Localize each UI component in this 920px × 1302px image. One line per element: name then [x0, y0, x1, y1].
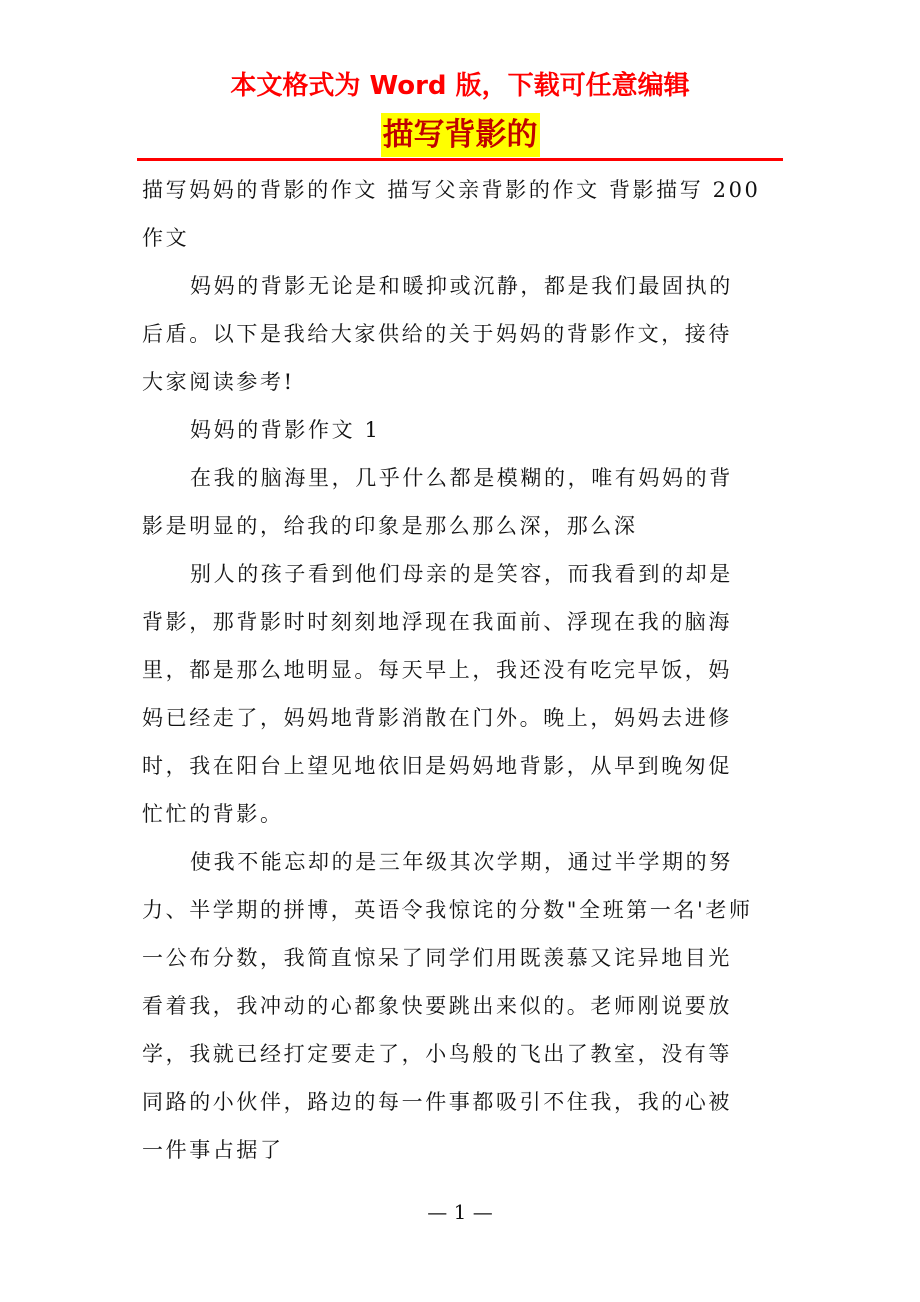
text-line: 别人的孩子看到他们母亲的是笑容，而我看到的却是: [190, 562, 733, 586]
text-line: 背影，那背影时时刻刻地浮现在我面前、浮现在我的脑海: [142, 610, 732, 634]
text-line: 忙忙的背影。: [142, 802, 284, 826]
paragraph: [142, 550, 782, 838]
paragraph: [142, 262, 782, 406]
text-line: 看着我，我冲动的心都象快要跳出来似的。老师刚说要放: [142, 994, 732, 1018]
text-line: 同路的小伙伴，路边的每一件事都吸引不住我，我的心被: [142, 1090, 732, 1114]
text-line: 在我的脑海里，几乎什么都是模糊的，唯有妈妈的背: [190, 466, 733, 490]
text-line: 力、半学期的拼博，英语令我惊诧的分数"全班第一名'老师: [142, 898, 753, 922]
title-divider: [137, 158, 783, 161]
text-line: 描写妈妈的背影的作文 描写父亲背影的作文 背影描写 200: [142, 178, 761, 202]
text-line: 里，都是那么地明显。每天早上，我还没有吃完早饭，妈: [142, 658, 732, 682]
text-line: 一件事占据了: [142, 1138, 284, 1162]
text-line: 影是明显的，给我的印象是那么那么深，那么深: [142, 514, 638, 538]
text-line: 后盾。以下是我给大家供给的关于妈妈的背影作文，接待: [142, 322, 732, 346]
paragraph: [142, 166, 782, 262]
text-line: 作文: [142, 226, 190, 250]
text-line: 妈妈的背影作文 1: [190, 418, 381, 442]
paragraph: [142, 454, 782, 550]
document-title: 描写背影的: [381, 113, 540, 157]
text-line: 学，我就已经打定要走了，小鸟般的飞出了教室，没有等: [142, 1042, 732, 1066]
text-line: 大家阅读参考!: [142, 370, 295, 394]
download-banner: 本文格式为 Word 版，下载可任意编辑: [230, 71, 690, 101]
document-body: [142, 166, 782, 1174]
text-line: 一公布分数，我简直惊呆了同学们用既羡慕又诧异地目光: [142, 946, 732, 970]
page-number: — 1 —: [427, 1200, 493, 1224]
paragraph: [142, 406, 782, 454]
text-line: 使我不能忘却的是三年级其次学期，通过半学期的努: [190, 850, 733, 874]
text-line: 妈已经走了，妈妈地背影消散在门外。晚上，妈妈去进修: [142, 706, 732, 730]
text-line: 时，我在阳台上望见地依旧是妈妈地背影，从早到晚匆促: [142, 754, 732, 778]
paragraph: [142, 838, 782, 1174]
text-line: 妈妈的背影无论是和暖抑或沉静，都是我们最固执的: [190, 274, 733, 298]
